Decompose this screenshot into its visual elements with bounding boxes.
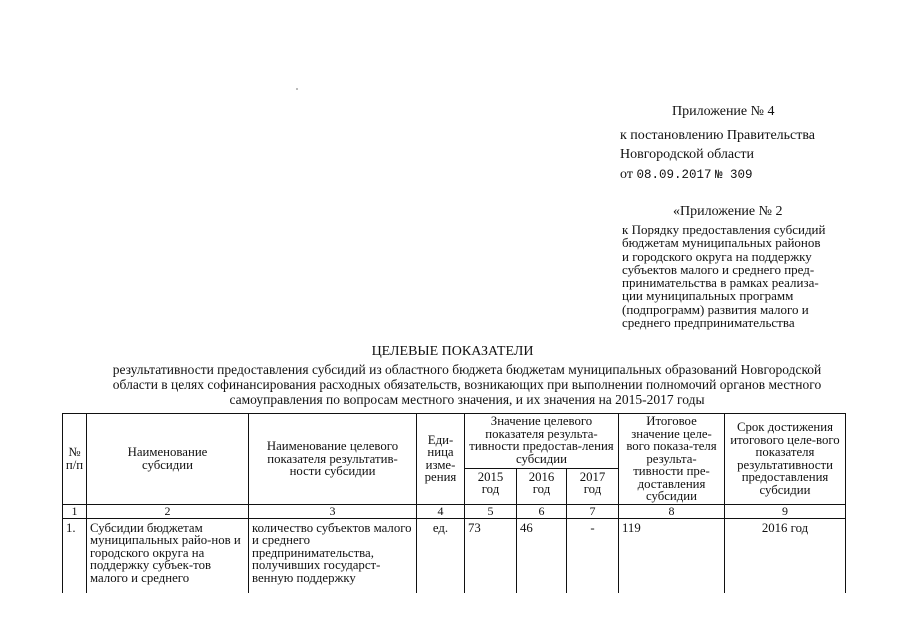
sub-appendix-line: к Порядку предоставления субсидий [622, 222, 826, 237]
col-number: 6 [517, 504, 567, 518]
header-deadline: Срок достижения итогового целе-вого показателя результативности предоставления субсидии [725, 414, 846, 505]
document-subtitle [52, 362, 882, 407]
row-subsidy-name: Субсидии бюджетам муниципальных райо-нов и городского округа на поддержку субъек-тов малого и среднего [87, 518, 249, 593]
sub-appendix-line: и городского округа на поддержку [622, 248, 812, 264]
column-numbers-row [63, 504, 846, 518]
sub-appendix-line: бюджетам муниципальных районов [622, 235, 821, 251]
col-number: 1 [63, 504, 87, 518]
header-line-2: Новгородской области [620, 147, 754, 162]
subtitle-line: результативности предоставления субсидий из областного бюджета бюджетам муниципальных образований Новгородской [112, 362, 822, 377]
header-year-2016: 2016 год [517, 468, 567, 504]
col-number: 9 [725, 504, 846, 518]
resolution-number: № 309 [714, 168, 753, 182]
header-date-line [620, 167, 752, 183]
table-row [63, 518, 846, 593]
sub-appendix-line: среднего предпринимательства [622, 315, 795, 331]
col-number: 3 [249, 504, 417, 518]
header-year-2017: 2017 год [567, 468, 619, 504]
document-title: ЦЕЛЕВЫЕ ПОКАЗАТЕЛИ [371, 344, 534, 359]
sub-appendix-line: (подпрограмм) развития малого и [622, 301, 809, 317]
appendix-title: Приложение № 4 [672, 104, 775, 119]
header-indicator-name: Наименование целевого показателя результатив-ности субсидии [249, 414, 417, 505]
sub-appendix-line: ции муниципальных программ [622, 288, 794, 304]
header-unit: Еди-ница изме-рения [417, 414, 465, 505]
subtitle-line: области в целях софинансирования расходных обязательств, возникающих при выполнении полномочий органов местного [112, 377, 822, 392]
col-number: 2 [87, 504, 249, 518]
row-total: 119 [619, 518, 725, 593]
col-number: 7 [567, 504, 619, 518]
header-value-group: Значение целевого показателя результа-тивности предостав-ления субсидии [465, 414, 619, 469]
row-value-2015: 73 [465, 518, 517, 593]
row-num: 1. [63, 518, 87, 593]
sub-appendix-title: «Приложение № 2 [673, 204, 783, 219]
header-line-1: к постановлению Правительства [620, 128, 816, 143]
sub-appendix-line: принимательства в рамках реализа- [622, 275, 819, 291]
indicators-table [62, 413, 846, 593]
row-indicator-name: количество субъектов малого и среднего предпринимательства, получивших государст-венную поддержку [249, 518, 417, 593]
header-year-2015: 2015 год [465, 468, 517, 504]
row-unit: ед. [417, 518, 465, 593]
header-subsidy-name: Наименование субсидии [87, 414, 249, 505]
sub-appendix-line: субъектов малого и среднего пред- [622, 261, 815, 277]
scan-speck [296, 88, 298, 90]
col-number: 5 [465, 504, 517, 518]
col-number: 8 [619, 504, 725, 518]
header-num: № п/п [63, 414, 87, 505]
row-deadline: 2016 год [725, 518, 846, 593]
header-row [63, 414, 846, 469]
row-value-2016: 46 [517, 518, 567, 593]
col-number: 4 [417, 504, 465, 518]
subtitle-line: самоуправления по вопросам местного значения, и их значения на 2015-2017 годы [229, 392, 705, 407]
resolution-date: 08.09.2017 [636, 168, 712, 182]
header-total: Итоговое значение целе-вого показа-теля результа-тивности пре-доставления субсидии [619, 414, 725, 505]
sub-appendix-text [622, 223, 872, 329]
from-label: от [620, 167, 633, 182]
row-value-2017: - [567, 518, 619, 593]
